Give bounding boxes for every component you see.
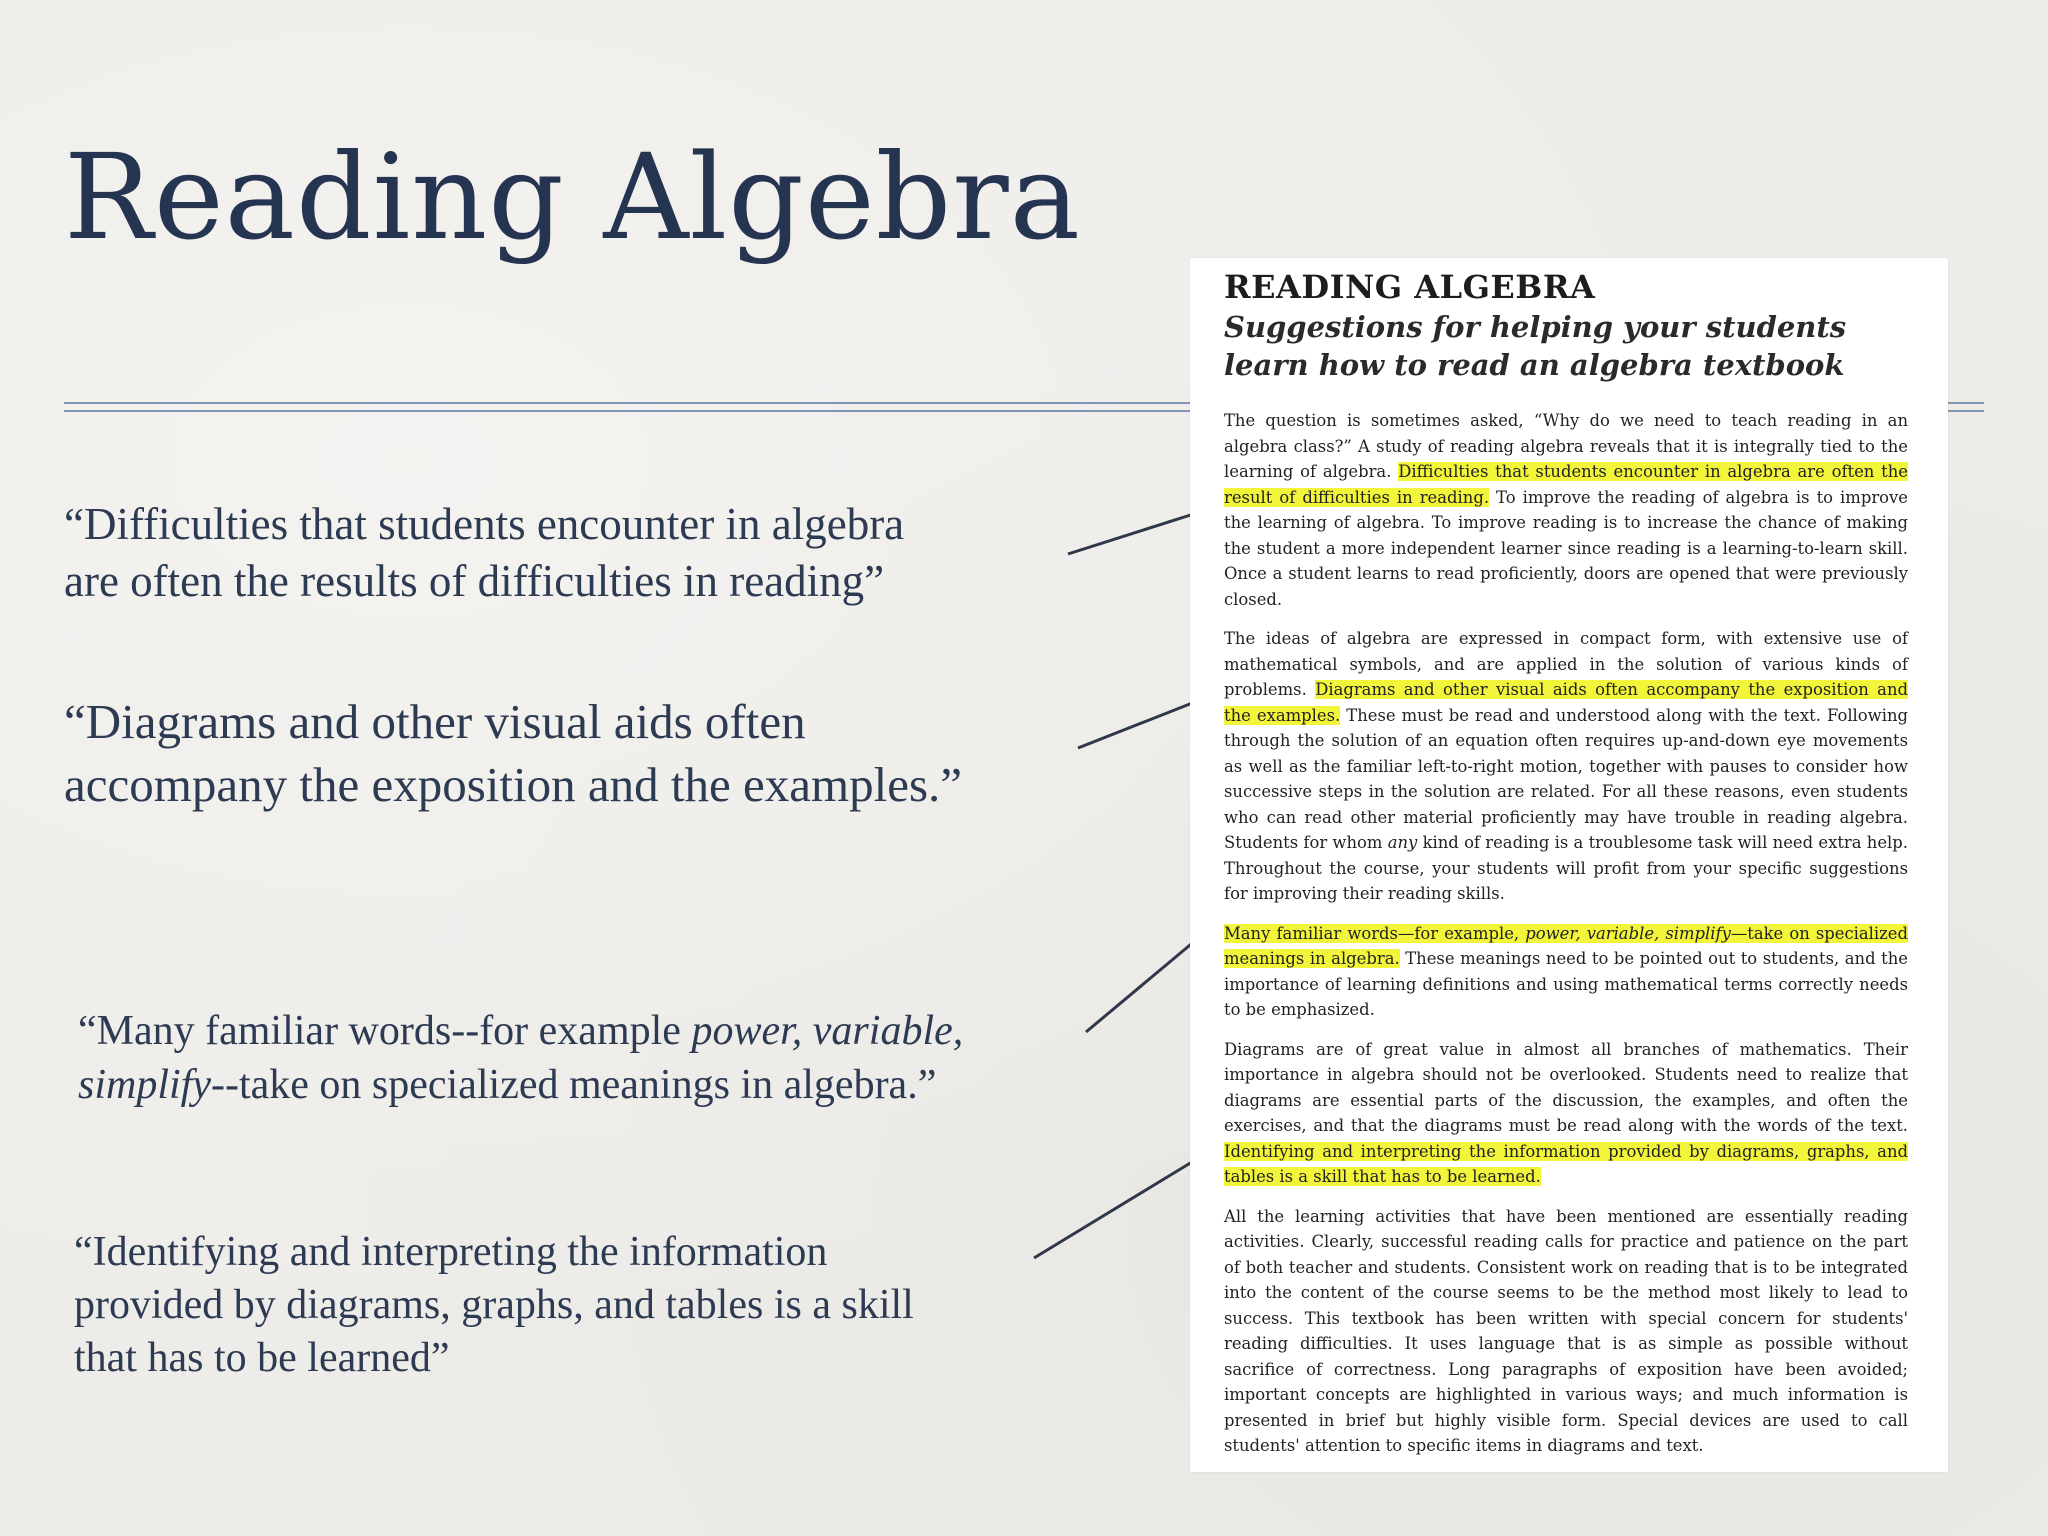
scan-subtitle-line: Suggestions for helping your students bbox=[1224, 310, 1847, 344]
scan-text: The ideas of algebra are expressed in compact form, with extensive use of mathematical symbols, and are applied in the solution of various kinds of problems. bbox=[1224, 629, 1908, 699]
scan-paragraph-3 bbox=[1224, 921, 1908, 1023]
quote-line: “Identifying and interpreting the information bbox=[74, 1229, 828, 1275]
quote-line: accompany the exposition and the examples.” bbox=[64, 757, 963, 812]
quote-identifying bbox=[74, 1226, 1084, 1385]
scan-emphasis: power, variable, simplify bbox=[1525, 923, 1731, 943]
scan-title: READING ALGEBRA bbox=[1224, 268, 1596, 306]
scan-text: The question is sometimes asked, “Why do we need to teach reading in an algebra class?” A study of reading algebra reveals that it is integrally tied to the learning of algebra. bbox=[1224, 411, 1908, 481]
scan-paragraph-2 bbox=[1224, 626, 1908, 907]
scan-emphasis: any bbox=[1387, 833, 1418, 852]
scan-text: These meanings need to be pointed out to students, and the importance of learning definitions and using mathematical terms correctly needs to be emphasized. bbox=[1224, 949, 1908, 1019]
quote-emphasis: power, variable, bbox=[691, 1008, 964, 1054]
highlighted-text: Difficulties that students encounter in algebra are often the result of difficulties in reading. bbox=[1224, 462, 1908, 507]
quote-emphasis: simplify bbox=[78, 1062, 211, 1108]
scan-text: To improve the reading of algebra is to improve the learning of algebra. To improve reading is to increase the chance of making the student a more independent learner since reading is a learning-to-learn skill. Once a student learns to read proficiently, doors are opened that were previously closed. bbox=[1224, 487, 1908, 609]
highlighted-text: Identifying and interpreting the information provided by diagrams, graphs, and tables is a skill that has to be learned. bbox=[1224, 1141, 1908, 1186]
scan-subtitle-line: learn how to read an algebra textbook bbox=[1224, 348, 1845, 382]
connector-line-1 bbox=[1068, 512, 1200, 554]
scan-paragraph-5: All the learning activities that have been mentioned are essentially reading activities. Clearly, successful reading calls for practice and patience on the part of both teacher and students. Consistent work on reading that is to be integrated into the content of the course seems to be the method most likely to lead to success. This textbook has been written with special concern for students' reading difficulties. It uses language that is as simple as possible without sacrifice of correctness. Long paragraphs of exposition have been avoided; important concepts are highlighted in various ways; and much information is presented in brief but highly visible form. Special devices are used to call students' attention to specific items in diagrams and text. bbox=[1224, 1206, 1908, 1455]
scan-subtitle bbox=[1224, 308, 1904, 384]
scan-paragraph-1 bbox=[1224, 408, 1908, 612]
highlighted-text: Diagrams and other visual aids often accompany the exposition and the examples. bbox=[1224, 680, 1909, 725]
scan-text: Many familiar words—for example, bbox=[1224, 923, 1526, 943]
scan-text: —take on specialized meanings in algebra. bbox=[1224, 923, 1908, 968]
scan-paragraph-4 bbox=[1224, 1037, 1908, 1190]
scan-text: Diagrams are of great value in almost all branches of mathematics. Their importance in algebra should not be overlooked. Students need to realize that diagrams are essential parts of the discussion, the examples, and often the exercises, and that the diagrams must be read along with the words of the text. bbox=[1224, 1039, 1908, 1135]
quote-line: “Diagrams and other visual aids often bbox=[64, 694, 806, 749]
slide-title: Reading Algebra bbox=[64, 128, 1081, 266]
scan-text: These must be read and understood along with the text. Following through the solution of an equation often requires up-and-down eye movements as well as the familiar left-to-right motion, together with pauses to consider how successive steps in the solution are related. For all these reasons, even students who can read other material proficiently may have trouble in reading algebra. Students for whom bbox=[1224, 705, 1908, 852]
quote-diagrams bbox=[64, 690, 1164, 816]
scanned-page bbox=[1190, 258, 1948, 1472]
quote-familiar-words bbox=[78, 1004, 1118, 1112]
quote-line: provided by diagrams, graphs, and tables is a skill bbox=[74, 1282, 914, 1328]
quote-text: --take on specialized meanings in algebra.” bbox=[211, 1062, 937, 1108]
scan-text: kind of reading is a troublesome task will need extra help. Throughout the course, your students will profit from your specific suggestions for improving their reading skills. bbox=[1224, 833, 1909, 903]
quote-text: “Many familiar words--for example bbox=[78, 1008, 692, 1054]
quote-difficulties bbox=[64, 496, 1074, 610]
quote-line: that has to be learned” bbox=[74, 1335, 450, 1381]
quote-line: are often the results of difficulties in reading” bbox=[64, 556, 885, 606]
quote-line: “Difficulties that students encounter in algebra bbox=[64, 499, 905, 549]
